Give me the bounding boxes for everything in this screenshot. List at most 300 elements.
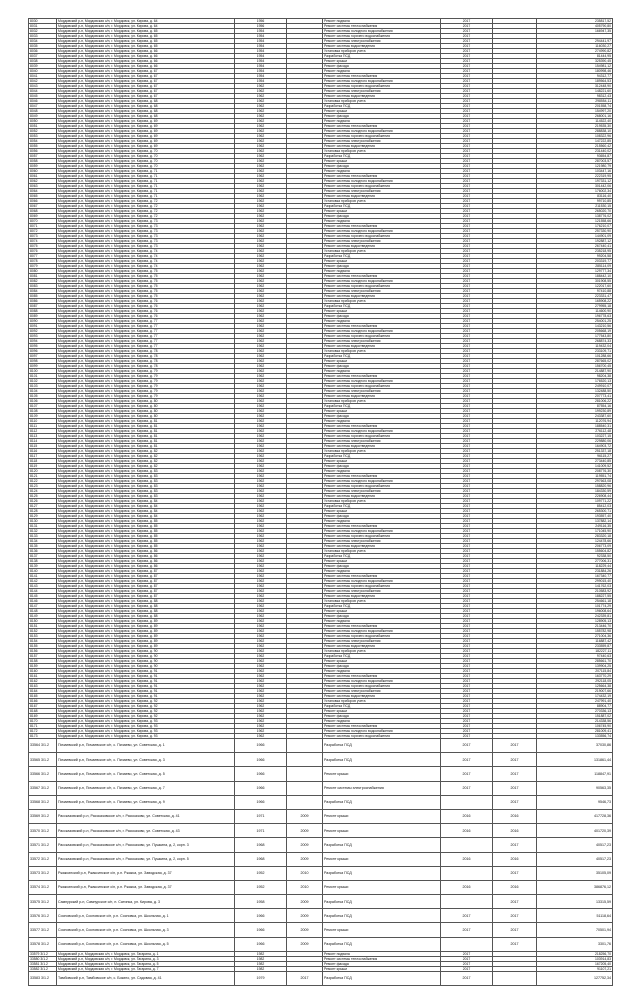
cell-year: 1962: [235, 684, 287, 689]
cell-addr: Мордовский р-н, Мордовская с/п, г. Мордовск, ул. Кирова, д. 68: [57, 104, 235, 109]
cell-addr: Мордовский р-н, Мордовская с/п, г. Мордовск, ул. Кирова, д. 71: [57, 174, 235, 179]
cell-id: 8069: [29, 214, 57, 219]
cell-id: 8061: [29, 174, 57, 179]
cell-year: 1962: [235, 374, 287, 379]
cell-addr: Мордовский р-н, Мордовская с/п, г. Мордовск, ул. Кирова, д. 69: [57, 134, 235, 139]
cell-id: 8107: [29, 404, 57, 409]
cell-year: 1962: [235, 559, 287, 564]
cell-work: Ремонт системы электроснабжения: [323, 539, 441, 544]
cell-addr: Мордовский р-н, Мордовская с/п, г. Мордовск, ул. Кирова, д. 83: [57, 474, 235, 479]
cell-year: 1982: [235, 961, 287, 966]
cell-year: 1962: [235, 309, 287, 314]
cell-id: 8036: [29, 49, 57, 54]
cell-id: 8146: [29, 599, 57, 604]
cell-id: 8133: [29, 534, 57, 539]
cell-cost: 325390,45: [537, 59, 613, 64]
cell-work: Ремонт системы горячего водоснабжения: [323, 734, 441, 739]
cell-addr: Рассказовский р-н, Рассказовское с/п, г. Рассказово, ул. Советская, д. 41: [57, 809, 235, 823]
cell-work: Ремонт подвала: [323, 519, 441, 524]
cell-id: 8152: [29, 629, 57, 634]
cell-y2: 2017: [441, 544, 493, 549]
cell-id: 8134: [29, 539, 57, 544]
cell-y2: 2017: [441, 389, 493, 394]
cell-work: Ремонт системы холодного водоснабжения: [323, 529, 441, 534]
cell-id: 8150: [29, 619, 57, 624]
cell-y2: [441, 838, 493, 852]
cell-addr: Мордовский р-н, Мордовская с/п, г. Мордовск, ул. Кирова, д. 77: [57, 329, 235, 334]
cell-addr: Мордовский р-н, Мордовская с/п, г. Мордовск, ул. Кирова, д. 68: [57, 114, 235, 119]
cell-work: Ремонт системы холодного водоснабжения: [323, 329, 441, 334]
cell-id: 33581 3/1.2: [29, 961, 57, 966]
cell-work: Ремонт крыши: [323, 559, 441, 564]
cell-year: 1958: [235, 895, 287, 909]
cell-y2: 2017: [441, 961, 493, 966]
cell-year: 1962: [235, 629, 287, 634]
cell-id: 33571 3/1.2: [29, 838, 57, 852]
cell-cost: 297663,08: [537, 479, 613, 484]
cell-y2: 2017: [441, 79, 493, 84]
cell-year: 1962: [235, 209, 287, 214]
cell-work: Ремонт системы теплоснабжения: [323, 74, 441, 79]
cell-work: Разработка ПСД: [323, 739, 441, 753]
cell-cost: 81444,95: [537, 54, 613, 59]
cell-year: 1962: [235, 714, 287, 719]
cell-y2: 2017: [441, 374, 493, 379]
cell-addr: Мордовский р-н, Мордовская с/п, г. Мордовск, ул. Кирова, д. 68: [57, 109, 235, 114]
cell-id: 8031: [29, 24, 57, 29]
cell-id: 8090: [29, 319, 57, 324]
cell-id: 33566 3/1.2: [29, 767, 57, 781]
cell-addr: Мордовский р-н, Мордовская с/п, г. Мордовск, ул. Кирова, д. 89: [57, 634, 235, 639]
cell-year: 1962: [235, 614, 287, 619]
cell-y2: 2017: [441, 179, 493, 184]
cell-id: 8121: [29, 474, 57, 479]
cell-year: 1962: [235, 244, 287, 249]
cell-id: 8113: [29, 434, 57, 439]
cell-id: 33568 3/1.2: [29, 795, 57, 809]
cell-id: 8102: [29, 379, 57, 384]
cell-y2: 2017: [441, 339, 493, 344]
cell-work: Ремонт крыши: [323, 852, 441, 866]
cell-work: Ремонт системы водоотведения: [323, 344, 441, 349]
cell-addr: Мордовский р-н, Мордовская с/п, г. Мордовск, ул. Кирова, д. 93: [57, 734, 235, 739]
cell-addr: Мордовский р-н, Мордовская с/п, г. Мордовск, ул. Кирова, д. 79: [57, 379, 235, 384]
cell-id: 8037: [29, 54, 57, 59]
cell-cost: 249116,35: [537, 524, 613, 529]
cell-year: 1962: [235, 384, 287, 389]
cell-id: 8035: [29, 44, 57, 49]
cell-y2: 2017: [441, 169, 493, 174]
cell-y2: 2017: [441, 364, 493, 369]
cell-y2: 2017: [441, 334, 493, 339]
cell-y3: 2016: [493, 852, 537, 866]
cell-id: 8070: [29, 219, 57, 224]
cell-cost: 298554,11: [537, 99, 613, 104]
cell-year: 1962: [235, 634, 287, 639]
cell-year: 1962: [235, 644, 287, 649]
cell-cost: 51118,64: [537, 909, 613, 923]
cell-year: 1962: [235, 404, 287, 409]
cell-year: 1954: [235, 79, 287, 84]
cell-y2: 2017: [441, 104, 493, 109]
cell-addr: Мордовский р-н, Мордовская с/п, г. Мордовск, ул. Кирова, д. 85: [57, 544, 235, 549]
cell-y2: 2017: [441, 294, 493, 299]
cell-y2: 2017: [441, 164, 493, 169]
cell-addr: Мордовский р-н, Мордовская с/п, г. Мордовск, ул. Кирова, д. 78: [57, 359, 235, 364]
cell-work: Ремонт фасада: [323, 164, 441, 169]
cell-id: 8106: [29, 399, 57, 404]
cell-year: 1954: [235, 74, 287, 79]
cell-y3: 2017: [493, 739, 537, 753]
cell-id: 8062: [29, 179, 57, 184]
table-row: [29, 909, 613, 923]
cell-id: 8039: [29, 64, 57, 69]
cell-work: Ремонт подвала: [323, 669, 441, 674]
cell-addr: Мордовский р-н, Мордовская с/п, г. Мордовск, ул. Кирова, д. 77: [57, 339, 235, 344]
cell-addr: Мордовский р-н, Мордовская с/п, г. Мордовск, ул. Кирова, д. 70: [57, 164, 235, 169]
cell-cost: 214887,90: [537, 369, 613, 374]
cell-year: 1962: [235, 654, 287, 659]
cell-y2: 2017: [441, 709, 493, 714]
cell-work: Ремонт крыши: [323, 809, 441, 823]
cell-year: 1962: [235, 184, 287, 189]
cell-id: 8117: [29, 454, 57, 459]
cell-cost: 267440,41: [537, 244, 613, 249]
cell-id: 8101: [29, 374, 57, 379]
cell-addr: Мордовский р-н, Мордовская с/п, г. Мордовск, ул. Кирова, д. 89: [57, 629, 235, 634]
cell-id: 8048: [29, 109, 57, 114]
cell-id: 8171: [29, 724, 57, 729]
cell-cost: 92338,50: [537, 554, 613, 559]
cell-cost: 87554,16: [537, 404, 613, 409]
cell-cost: 176002,34: [537, 189, 613, 194]
cell-work: Ремонт подвала: [323, 219, 441, 224]
cell-addr: Мордовский р-н, Мордовская с/п, г. Мордовск, ул. Кирова, д. 69: [57, 139, 235, 144]
cell-y3: 2017: [493, 923, 537, 937]
cell-work: Ремонт крыши: [323, 359, 441, 364]
cell-cost: 97440,63: [537, 654, 613, 659]
cell-id: 8168: [29, 709, 57, 714]
cell-addr: Мордовский р-н, Мордовская с/п, г. Мордовск, ул. Кирова, д. 86: [57, 549, 235, 554]
cell-work: Ремонт фасада: [323, 364, 441, 369]
cell-year: 1962: [235, 449, 287, 454]
cell-year: 1966: [235, 937, 287, 951]
cell-id: 8142: [29, 579, 57, 584]
cell-id: 8055: [29, 144, 57, 149]
cell-work: Ремонт системы электроснабжения: [323, 89, 441, 94]
cell-y3: 2017: [493, 866, 537, 880]
cell-cost: 208776,30: [537, 469, 613, 474]
cell-cost: 114600,90: [537, 309, 613, 314]
cell-addr: Мордовский р-н, Мордовская с/п, г. Мордовск, ул. Кирова, д. 88: [57, 614, 235, 619]
cell-y2: [441, 795, 493, 809]
cell-id: 33576 3/1.2: [29, 909, 57, 923]
cell-y2: 2017: [441, 44, 493, 49]
cell-y2: 2017: [441, 254, 493, 259]
cell-cost: 154981,12: [537, 64, 613, 69]
cell-y2: 2017: [441, 424, 493, 429]
cell-cost: 312448,90: [537, 84, 613, 89]
cell-y2: 2017: [441, 19, 493, 24]
cell-cost: 88904,77: [537, 704, 613, 709]
cell-id: 8103: [29, 384, 57, 389]
cell-year: 1962: [235, 609, 287, 614]
cell-cost: 163770,29: [537, 674, 613, 679]
cell-id: 8120: [29, 469, 57, 474]
cell-id: 8162: [29, 679, 57, 684]
cell-work: Ремонт фасада: [323, 714, 441, 719]
cell-work: Ремонт системы теплоснабжения: [323, 124, 441, 129]
cell-year: 1962: [235, 224, 287, 229]
cell-addr: Мордовский р-н, Мордовская с/п, г. Мордовск, ул. Кирова, д. 78: [57, 349, 235, 354]
cell-y2: 2017: [441, 309, 493, 314]
cell-cost: 176520,13: [537, 379, 613, 384]
cell-y1: 2010: [287, 866, 323, 880]
cell-addr: Мордовский р-н, Мордовская с/п, г. Мордовск, ул. Кирова, д. 81: [57, 434, 235, 439]
cell-id: 8086: [29, 299, 57, 304]
cell-work: Разработка ПСД: [323, 838, 441, 852]
cell-work: Ремонт системы теплоснабжения: [323, 274, 441, 279]
cell-addr: Мордовский р-н, Мордовская с/п, г. Мордовск, ул. Кирова, д. 88: [57, 604, 235, 609]
cell-y2: 2017: [441, 39, 493, 44]
cell-y2: 2017: [441, 394, 493, 399]
cell-y2: 2017: [441, 704, 493, 709]
cell-id: 8154: [29, 639, 57, 644]
cell-y2: 2017: [441, 344, 493, 349]
cell-y2: 2017: [441, 554, 493, 559]
cell-y2: 2017: [441, 464, 493, 469]
cell-addr: Пичаевский р-н, Пичаевское с/п, с. Пичаево, ул. Советская, д. 7: [57, 781, 235, 795]
cell-addr: Мордовский р-н, Мордовская с/п, г. Мордовск, ул. Кирова, д. 84: [57, 509, 235, 514]
cell-work: Ремонт системы водоотведения: [323, 194, 441, 199]
cell-id: 8173: [29, 734, 57, 739]
cell-y2: 2017: [441, 724, 493, 729]
cell-work: Ремонт системы электроснабжения: [323, 389, 441, 394]
cell-addr: Мордовский р-н, Мордовская с/п, г. Мордовск, ул. Кирова, д. 70: [57, 159, 235, 164]
cell-year: 1962: [235, 324, 287, 329]
cell-addr: Сампурский р-н, Сампурское с/п, п. Сатинка, ул. Кирова, д. 3: [57, 895, 235, 909]
cell-id: 8161: [29, 674, 57, 679]
cell-y2: 2017: [441, 434, 493, 439]
table-row: [29, 767, 613, 781]
cell-y2: 2017: [441, 399, 493, 404]
cell-id: 8054: [29, 139, 57, 144]
cell-y2: 2017: [441, 89, 493, 94]
cell-addr: Мордовский р-н, Мордовская с/п, г. Мордовск, ул. Кирова, д. 83: [57, 484, 235, 489]
cell-year: 1954: [235, 49, 287, 54]
cell-year: 1962: [235, 519, 287, 524]
cell-year: 1962: [235, 289, 287, 294]
cell-addr: Мордовский р-н, Мордовская с/п, г. Мордовск, ул. Кирова, д. 86: [57, 554, 235, 559]
cell-year: 1962: [235, 709, 287, 714]
cell-y2: 2017: [441, 149, 493, 154]
cell-addr: Мордовский р-н, Мордовская с/п, г. Мордовск, ул. Кирова, д. 70: [57, 154, 235, 159]
cell-work: Разработка ПСД: [323, 971, 441, 985]
cell-work: Разработка ПСД: [323, 704, 441, 709]
cell-y2: 2017: [441, 624, 493, 629]
cell-id: 8114: [29, 439, 57, 444]
cell-addr: Мордовский р-н, Мордовская с/п, г. Мордовск, ул. Кирова, д. 69: [57, 144, 235, 149]
cell-id: 8144: [29, 589, 57, 594]
cell-y2: 2017: [441, 753, 493, 767]
cell-cost: 165908,22: [537, 299, 613, 304]
cell-work: Ремонт крыши: [323, 459, 441, 464]
cell-cost: 35105,09: [537, 866, 613, 880]
cell-cost: 279955,18: [537, 304, 613, 309]
cell-year: 1954: [235, 34, 287, 39]
cell-y2: 2017: [441, 229, 493, 234]
cell-y2: 2017: [441, 419, 493, 424]
cell-work: Ремонт системы горячего водоснабжения: [323, 484, 441, 489]
cell-cost: 405790,80: [537, 24, 613, 29]
cell-work: Ремонт системы горячего водоснабжения: [323, 684, 441, 689]
cell-y2: 2017: [441, 224, 493, 229]
cell-year: 1962: [235, 159, 287, 164]
cell-cost: 177543,80: [537, 334, 613, 339]
cell-work: Ремонт системы теплоснабжения: [323, 724, 441, 729]
cell-year: 1962: [235, 524, 287, 529]
cell-work: Ремонт системы водоотведения: [323, 644, 441, 649]
cell-addr: Мордовский р-н, Мордовская с/п, г. Мордовск, ул. Гагарина, д. 1: [57, 951, 235, 956]
cell-id: 8093: [29, 334, 57, 339]
cell-cost: 233109,71: [537, 349, 613, 354]
cell-addr: Мордовский р-н, Мордовская с/п, г. Мордовск, ул. Кирова, д. 72: [57, 199, 235, 204]
cell-work: Ремонт системы электроснабжения: [323, 189, 441, 194]
cell-year: 1962: [235, 639, 287, 644]
cell-y2: 2017: [441, 379, 493, 384]
cell-year: 1962: [235, 679, 287, 684]
cell-addr: Мордовский р-н, Мордовская с/п, г. Мордовск, ул. Кирова, д. 69: [57, 119, 235, 124]
cell-y2: 2017: [441, 549, 493, 554]
cell-y2: 2017: [441, 734, 493, 739]
cell-work: Ремонт фасада: [323, 64, 441, 69]
cell-work: Ремонт системы теплоснабжения: [323, 174, 441, 179]
cell-cost: 85412,03: [537, 504, 613, 509]
cell-y2: 2017: [441, 54, 493, 59]
cell-addr: Мордовский р-н, Мордовская с/п, г. Мордовск, ул. Кирова, д. 75: [57, 279, 235, 284]
cell-year: 1962: [235, 339, 287, 344]
cell-cost: 122017,60: [537, 284, 613, 289]
cell-year: 1962: [235, 669, 287, 674]
cell-id: 8058: [29, 159, 57, 164]
cell-cost: 128905,13: [537, 619, 613, 624]
cell-year: 1962: [235, 194, 287, 199]
cell-year: 1962: [235, 364, 287, 369]
cell-work: Ремонт подвала: [323, 419, 441, 424]
cell-y2: 2017: [441, 534, 493, 539]
cell-addr: Рассказовский р-н, Рассказовское с/п, г. Рассказово, ул. Пушкина, д. 2, корп. 5: [57, 852, 235, 866]
cell-addr: Мордовский р-н, Мордовская с/п, г. Мордовск, ул. Кирова, д. 67: [57, 89, 235, 94]
cell-cost: 219535,30: [537, 124, 613, 129]
cell-addr: Мордовский р-н, Мордовская с/п, г. Мордовск, ул. Кирова, д. 80: [57, 399, 235, 404]
cell-work: Ремонт подвала: [323, 469, 441, 474]
cell-year: 1962: [235, 204, 287, 209]
cell-addr: Мордовский р-н, Мордовская с/п, г. Мордовск, ул. Кирова, д. 73: [57, 239, 235, 244]
cell-y2: 2017: [441, 524, 493, 529]
cell-y2: 2017: [441, 484, 493, 489]
cell-cost: 139904,25: [537, 664, 613, 669]
cell-addr: Мордовский р-н, Мордовская с/п, г. Мордовск, ул. Кирова, д. 73: [57, 229, 235, 234]
cell-id: 8033: [29, 34, 57, 39]
cell-cost: 288838,10: [537, 129, 613, 134]
cell-addr: Мордовский р-н, Мордовская с/п, г. Мордовск, ул. Кирова, д. 79: [57, 384, 235, 389]
cell-year: 1954: [235, 44, 287, 49]
cell-work: Ремонт системы теплоснабжения: [323, 674, 441, 679]
cell-year: 1962: [235, 694, 287, 699]
cell-addr: Мордовский р-н, Мордовская с/п, г. Мордовск, ул. Кирова, д. 79: [57, 389, 235, 394]
cell-y1: 2009: [287, 838, 323, 852]
cell-id: 8155: [29, 644, 57, 649]
cell-year: 1962: [235, 349, 287, 354]
cell-addr: Мордовский р-н, Мордовская с/п, г. Мордовск, ул. Кирова, д. 88: [57, 599, 235, 604]
cell-addr: Мордовский р-н, Мордовская с/п, г. Мордовск, ул. Кирова, д. 87: [57, 589, 235, 594]
cell-year: 1962: [235, 599, 287, 604]
cell-id: 8160: [29, 669, 57, 674]
cell-addr: Мордовский р-н, Мордовская с/п, г. Мордовск, ул. Кирова, д. 73: [57, 224, 235, 229]
cell-work: Ремонт крыши: [323, 509, 441, 514]
cell-id: 8057: [29, 154, 57, 159]
cell-y2: 2017: [441, 24, 493, 29]
cell-addr: Мордовский р-н, Мордовская с/п, г. Мордовск, ул. Кирова, д. 66: [57, 54, 235, 59]
cell-addr: Мордовский р-н, Мордовская с/п, г. Мордовск, ул. Кирова, д. 83: [57, 494, 235, 499]
cell-work: Установка приборов учета: [323, 699, 441, 704]
cell-cost: 254661,18: [537, 599, 613, 604]
cell-work: Разработка ПСД: [323, 654, 441, 659]
cell-y1: 2009: [287, 923, 323, 937]
cell-cost: 171045,90: [537, 529, 613, 534]
cell-id: 8044: [29, 89, 57, 94]
cell-year: 1966: [235, 739, 287, 753]
cell-id: 8100: [29, 369, 57, 374]
cell-y2: 2017: [441, 589, 493, 594]
cell-year: 1962: [235, 104, 287, 109]
cell-year: 1962: [235, 514, 287, 519]
cell-y3: 2017: [493, 753, 537, 767]
cell-y2: [441, 866, 493, 880]
cell-addr: Мордовский р-н, Мордовская с/п, г. Мордовск, ул. Кирова, д. 91: [57, 669, 235, 674]
cell-y2: 2017: [441, 494, 493, 499]
cell-addr: Мордовский р-н, Мордовская с/п, г. Мордовск, ул. Кирова, д. 90: [57, 659, 235, 664]
cell-year: 1954: [235, 54, 287, 59]
cell-year: 1962: [235, 144, 287, 149]
cell-y1: 2010: [287, 880, 323, 894]
cell-y2: 2017: [441, 559, 493, 564]
cell-addr: Мордовский р-н, Мордовская с/п, г. Мордовск, ул. Кирова, д. 69: [57, 129, 235, 134]
cell-y2: 2017: [441, 349, 493, 354]
cell-id: 8139: [29, 564, 57, 569]
cell-year: 1962: [235, 734, 287, 739]
cell-y3: 2017: [493, 937, 537, 951]
cell-y2: 2017: [441, 99, 493, 104]
cell-y2: 2016: [441, 809, 493, 823]
cell-y3: 2017: [493, 909, 537, 923]
cell-y2: 2017: [441, 694, 493, 699]
cell-work: Ремонт системы горячего водоснабжения: [323, 284, 441, 289]
cell-y2: 2017: [441, 729, 493, 734]
cell-addr: Мордовский р-н, Мордовская с/п, г. Мордовск, ул. Кирова, д. 92: [57, 704, 235, 709]
cell-work: Ремонт системы электроснабжения: [323, 589, 441, 594]
cell-addr: Мордовский р-н, Мордовская с/п, г. Мордовск, ул. Кирова, д. 81: [57, 429, 235, 434]
cell-work: Ремонт системы электроснабжения: [323, 489, 441, 494]
cell-id: 8059: [29, 164, 57, 169]
cell-id: 8094: [29, 339, 57, 344]
cell-addr: Мордовский р-н, Мордовская с/п, г. Мордовск, ул. Кирова, д. 81: [57, 444, 235, 449]
cell-id: 8089: [29, 314, 57, 319]
cell-id: 33582 3/1.2: [29, 966, 57, 971]
cell-year: 1962: [235, 254, 287, 259]
cell-addr: Пичаевский р-н, Пичаевское с/п, с. Пичаево, ул. Советская, д. 9: [57, 795, 235, 809]
cell-addr: Мордовский р-н, Мордовская с/п, г. Мордовск, ул. Кирова, д. 77: [57, 319, 235, 324]
